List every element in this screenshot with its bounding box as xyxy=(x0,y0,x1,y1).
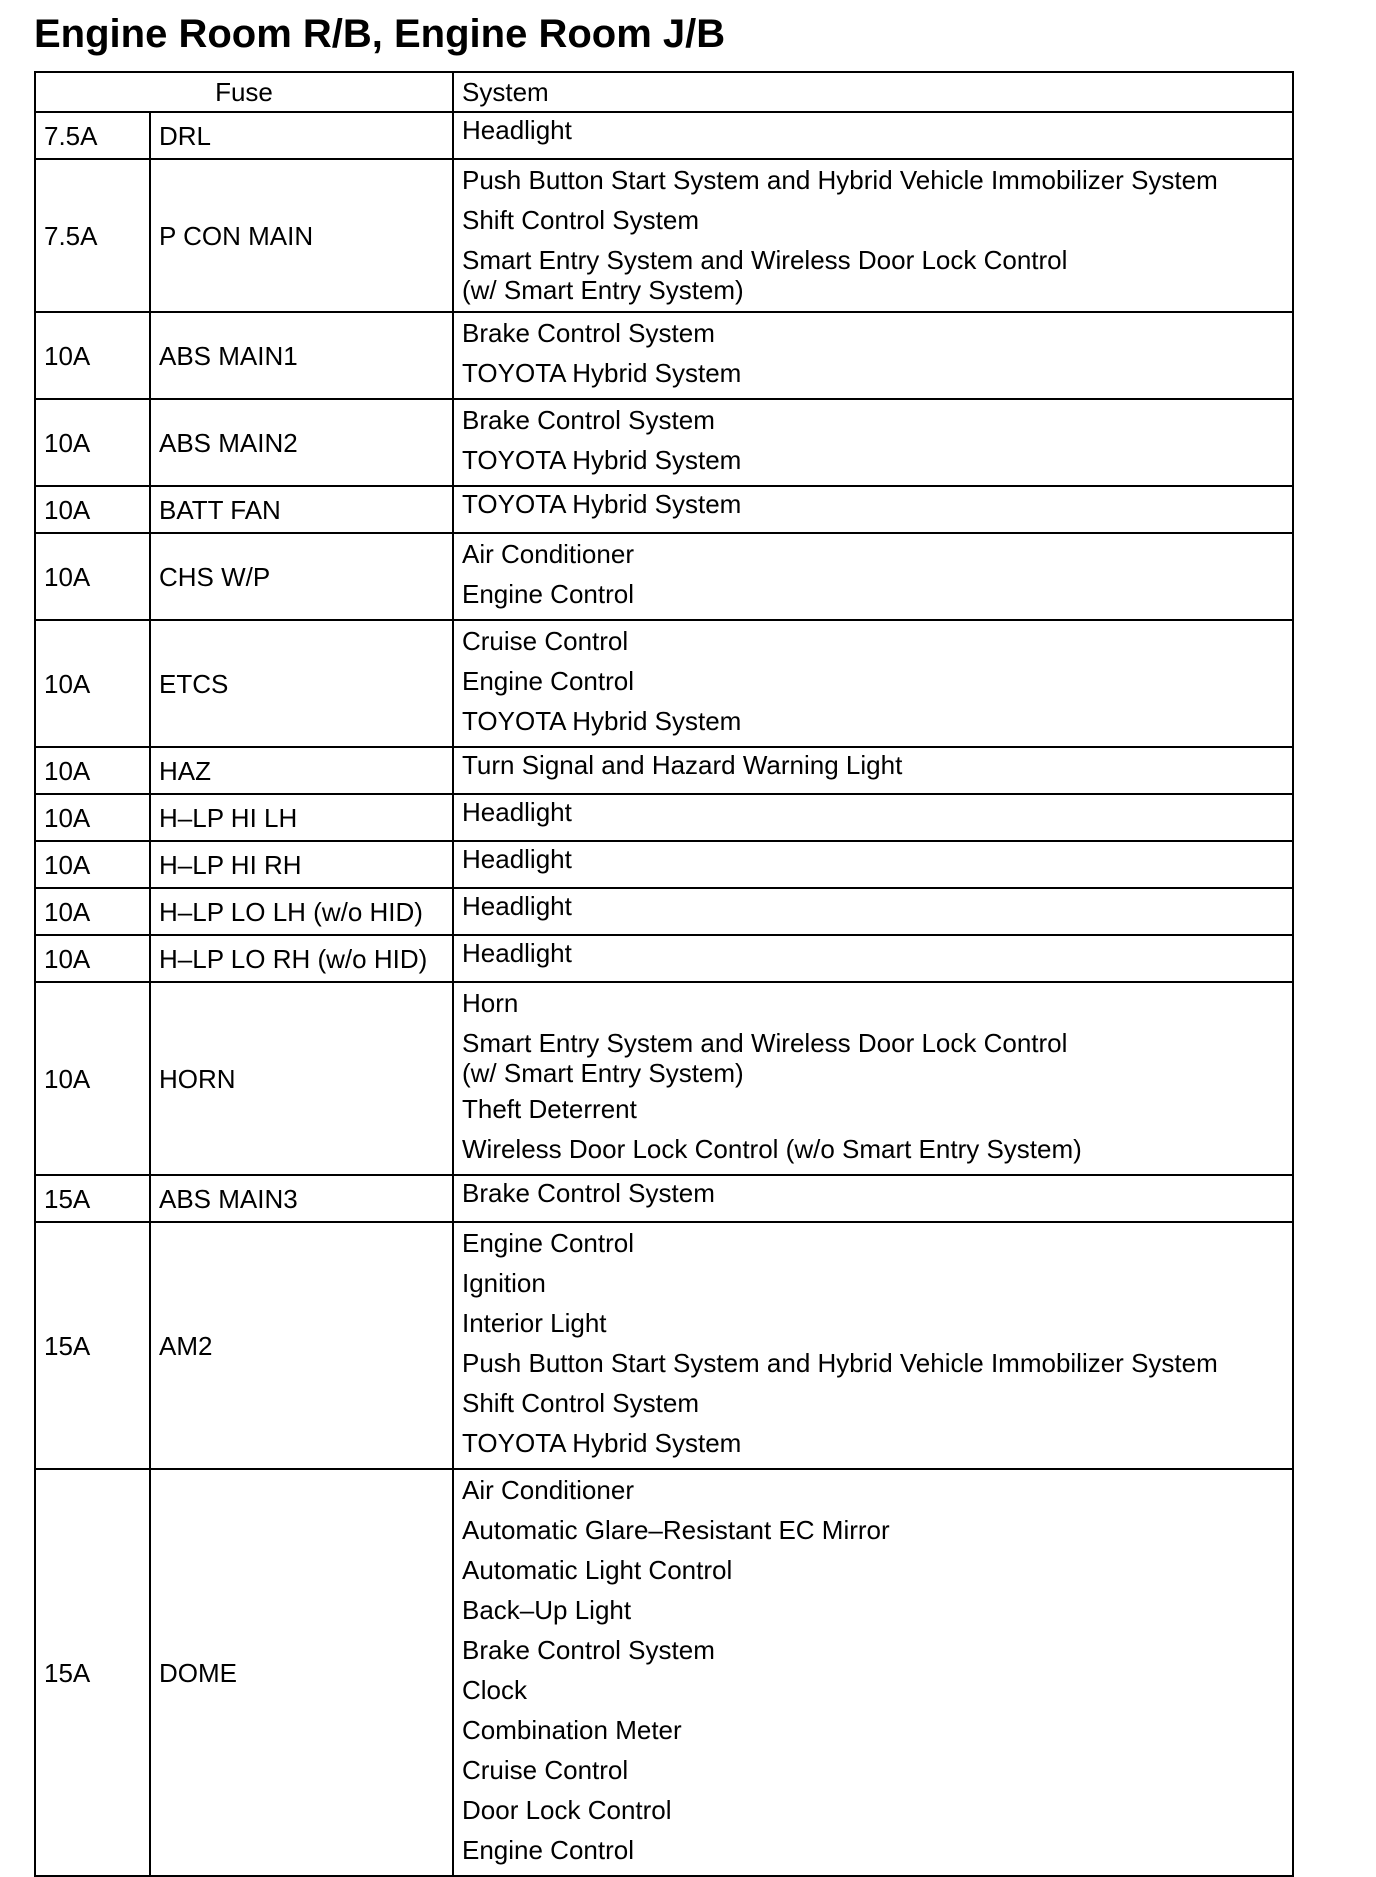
system-entry: Engine Control xyxy=(462,1228,634,1258)
system-entry: TOYOTA Hybrid System xyxy=(462,1428,742,1458)
system-entry: Headlight xyxy=(462,797,572,827)
table-row xyxy=(35,1175,1293,1222)
fuse-name: HAZ xyxy=(150,747,453,794)
system-entry: Push Button Start System and Hybrid Vehicle Immobilizer System xyxy=(462,165,1218,195)
table-row xyxy=(35,112,1293,159)
table-row xyxy=(35,841,1293,888)
system-entry: Brake Control System xyxy=(462,1178,715,1208)
fuse-name: BATT FAN xyxy=(150,486,453,533)
system-entry: Theft Deterrent xyxy=(462,1094,637,1124)
header-system: System xyxy=(453,72,1293,112)
fuse-amperage: 10A xyxy=(35,533,150,620)
fuse-name: H–LP HI LH xyxy=(150,794,453,841)
fuse-name: ABS MAIN3 xyxy=(150,1175,453,1222)
fuse-systems xyxy=(453,112,1293,159)
fuse-name: DRL xyxy=(150,112,453,159)
fuse-systems xyxy=(453,312,1293,399)
table-row xyxy=(35,620,1293,747)
system-entry: Shift Control System xyxy=(462,205,699,235)
fuse-name: ETCS xyxy=(150,620,453,747)
fuse-systems xyxy=(453,1222,1293,1469)
fuse-name: H–LP LO LH (w/o HID) xyxy=(150,888,453,935)
system-entry: Smart Entry System and Wireless Door Lock Control (w/ Smart Entry System) xyxy=(462,1028,1068,1088)
fuse-systems xyxy=(453,159,1293,312)
system-entry: Brake Control System xyxy=(462,318,715,348)
fuse-name: CHS W/P xyxy=(150,533,453,620)
system-entry: Automatic Light Control xyxy=(462,1555,733,1585)
fuse-systems xyxy=(453,1175,1293,1222)
system-entry: Brake Control System xyxy=(462,1635,715,1665)
system-entry: Engine Control xyxy=(462,579,634,609)
table-row xyxy=(35,982,1293,1175)
system-entry: Headlight xyxy=(462,891,572,921)
system-entry: Door Lock Control xyxy=(462,1795,672,1825)
fuse-amperage: 7.5A xyxy=(35,112,150,159)
table-row xyxy=(35,399,1293,486)
table-row xyxy=(35,159,1293,312)
fuse-name: ABS MAIN2 xyxy=(150,399,453,486)
fuse-systems xyxy=(453,1469,1293,1876)
system-entry: Air Conditioner xyxy=(462,539,634,569)
table-body xyxy=(35,112,1293,1876)
fuse-systems xyxy=(453,794,1293,841)
table-row xyxy=(35,935,1293,982)
system-entry: Air Conditioner xyxy=(462,1475,634,1505)
table-row xyxy=(35,486,1293,533)
fuse-amperage: 10A xyxy=(35,841,150,888)
fuse-name: AM2 xyxy=(150,1222,453,1469)
system-entry: Interior Light xyxy=(462,1308,607,1338)
system-entry: Wireless Door Lock Control (w/o Smart Entry System) xyxy=(462,1134,1082,1164)
fuse-amperage: 10A xyxy=(35,747,150,794)
system-entry: Automatic Glare–Resistant EC Mirror xyxy=(462,1515,890,1545)
fuse-name: H–LP HI RH xyxy=(150,841,453,888)
system-entry: Ignition xyxy=(462,1268,546,1298)
fuse-table xyxy=(34,71,1294,1877)
fuse-amperage: 10A xyxy=(35,312,150,399)
system-entry: Engine Control xyxy=(462,666,634,696)
fuse-systems xyxy=(453,486,1293,533)
fuse-amperage: 7.5A xyxy=(35,159,150,312)
fuse-name: H–LP LO RH (w/o HID) xyxy=(150,935,453,982)
table-row xyxy=(35,747,1293,794)
fuse-amperage: 15A xyxy=(35,1175,150,1222)
table-header-row xyxy=(35,72,1293,112)
fuse-name: HORN xyxy=(150,982,453,1175)
fuse-amperage: 10A xyxy=(35,888,150,935)
system-entry: Turn Signal and Hazard Warning Light xyxy=(462,750,903,780)
fuse-systems xyxy=(453,841,1293,888)
fuse-systems xyxy=(453,533,1293,620)
system-entry: TOYOTA Hybrid System xyxy=(462,358,742,388)
system-entry: Combination Meter xyxy=(462,1715,682,1745)
fuse-amperage: 10A xyxy=(35,486,150,533)
table-row xyxy=(35,312,1293,399)
system-entry: TOYOTA Hybrid System xyxy=(462,706,742,736)
table-row xyxy=(35,1222,1293,1469)
fuse-name: DOME xyxy=(150,1469,453,1876)
system-entry: Headlight xyxy=(462,938,572,968)
table-row xyxy=(35,888,1293,935)
system-entry: Back–Up Light xyxy=(462,1595,632,1625)
system-entry: Brake Control System xyxy=(462,405,715,435)
system-entry: Horn xyxy=(462,988,519,1018)
fuse-amperage: 15A xyxy=(35,1469,150,1876)
fuse-amperage: 10A xyxy=(35,399,150,486)
fuse-systems xyxy=(453,888,1293,935)
system-entry: Smart Entry System and Wireless Door Lock Control (w/ Smart Entry System) xyxy=(462,245,1068,305)
fuse-name: ABS MAIN1 xyxy=(150,312,453,399)
table-row xyxy=(35,1469,1293,1876)
fuse-systems xyxy=(453,399,1293,486)
fuse-systems xyxy=(453,935,1293,982)
fuse-amperage: 10A xyxy=(35,982,150,1175)
system-entry: Cruise Control xyxy=(462,1755,629,1785)
fuse-amperage: 10A xyxy=(35,620,150,747)
system-entry: TOYOTA Hybrid System xyxy=(462,445,742,475)
fuse-name: P CON MAIN xyxy=(150,159,453,312)
fuse-amperage: 10A xyxy=(35,794,150,841)
table-row xyxy=(35,794,1293,841)
system-entry: Clock xyxy=(462,1675,528,1705)
system-entry: Cruise Control xyxy=(462,626,629,656)
page-title: Engine Room R/B, Engine Room J/B xyxy=(34,12,726,56)
fuse-systems xyxy=(453,620,1293,747)
fuse-amperage: 10A xyxy=(35,935,150,982)
fuse-systems xyxy=(453,747,1293,794)
system-entry: TOYOTA Hybrid System xyxy=(462,489,742,519)
header-fuse: Fuse xyxy=(35,72,453,112)
system-entry: Push Button Start System and Hybrid Vehicle Immobilizer System xyxy=(462,1348,1218,1378)
system-entry: Headlight xyxy=(462,115,572,145)
system-entry: Headlight xyxy=(462,844,572,874)
table-row xyxy=(35,533,1293,620)
system-entry: Engine Control xyxy=(462,1835,634,1865)
fuse-systems xyxy=(453,982,1293,1175)
fuse-amperage: 15A xyxy=(35,1222,150,1469)
system-entry: Shift Control System xyxy=(462,1388,699,1418)
